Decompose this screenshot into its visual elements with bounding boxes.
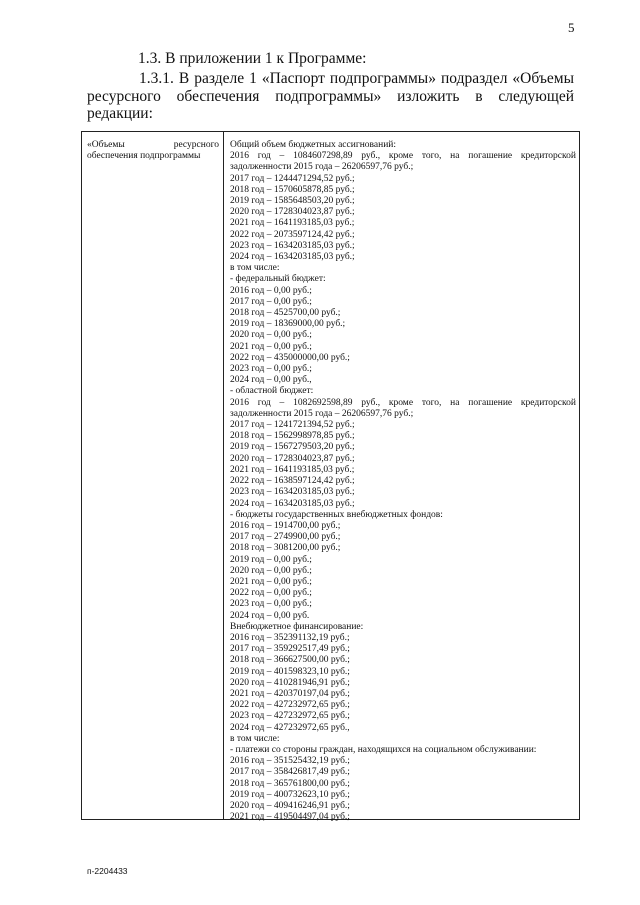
budget-line: 2024 год – 0,00 руб.: [230, 610, 310, 621]
budget-line: 2017 год – 359292517,49 руб.;: [230, 644, 350, 655]
page-number: 5: [568, 20, 575, 35]
budget-line: - платежи со стороны граждан, находящихся на социальном обслуживании:: [230, 744, 537, 755]
budget-line: 2019 год – 18369000,00 руб.;: [230, 319, 346, 330]
budget-line: 2022 год – 0,00 руб.;: [230, 588, 312, 599]
budget-line: 2024 год – 0,00 руб.,: [230, 375, 312, 386]
section-heading: 1.3. В приложении 1 к Программе:: [138, 50, 367, 67]
budget-line: 2017 год – 1241721394,52 руб.;: [230, 420, 355, 431]
budget-line: 2024 год – 427232972,65 руб.,: [230, 722, 350, 733]
budget-line: 2021 год – 0,00 руб.;: [230, 576, 312, 587]
footer-code: п-2204433: [87, 866, 128, 876]
budget-line: 2024 год – 1634203185,03 руб.;: [230, 498, 355, 509]
budget-line: - федеральный бюджет:: [230, 274, 326, 285]
budget-line: 2018 год – 3081200,00 руб.;: [230, 543, 341, 554]
budget-line: 2019 год – 1585648503,20 руб.;: [230, 196, 355, 207]
budget-line: 2016 год – 0,00 руб.;: [230, 285, 312, 296]
budget-line: 2016 год – 1084607298,89 руб., кроме того, на погашение кредиторской задолженности 2015 года – 26206597,76 руб.;: [230, 151, 576, 173]
budget-line: 2016 год – 351525432,19 руб.;: [230, 756, 350, 767]
budget-line: - областной бюджет:: [230, 386, 314, 397]
budget-line: 2018 год – 365761800,00 руб.;: [230, 778, 350, 789]
budget-line: 2019 год – 401598323,10 руб.;: [230, 666, 350, 677]
budget-line: 2021 год – 1641193185,03 руб.;: [230, 218, 355, 229]
budget-line: 2021 год – 419504497,04 руб.;: [230, 812, 350, 823]
budget-line: 2017 год – 0,00 руб.;: [230, 296, 312, 307]
budget-line: 2017 год – 358426817,49 руб.;: [230, 767, 350, 778]
budget-line: 2023 год – 1634203185,03 руб.;: [230, 487, 355, 498]
budget-line: 2020 год – 0,00 руб.;: [230, 330, 312, 341]
left-cell-line: «Объемы ресурсного: [87, 140, 219, 150]
budget-line: 2020 год – 409416246,91 руб.;: [230, 800, 350, 811]
budget-line: Общий объем бюджетных ассигнований:: [230, 140, 397, 150]
budget-line: 2022 год – 435000000,00 руб.;: [230, 352, 350, 363]
budget-line: - бюджеты государственных внебюджетных фондов:: [230, 509, 443, 520]
budget-line: 2022 год – 1638597124,42 руб.;: [230, 476, 355, 487]
table-column-divider: [223, 131, 224, 820]
budget-line: 2016 год – 1914700,00 руб.;: [230, 520, 341, 531]
budget-line: 2017 год – 1244471294,52 руб.;: [230, 173, 355, 184]
budget-line: 2023 год – 0,00 руб.;: [230, 599, 312, 610]
budget-line: 2016 год – 1082692598,89 руб., кроме того, на погашение кредиторской задолженности 2015 года – 26206597,76 руб.;: [230, 397, 576, 419]
budget-line: в том числе:: [230, 733, 280, 744]
table-right-cell: [230, 140, 576, 823]
budget-line: 2021 год – 0,00 руб.;: [230, 341, 312, 352]
budget-line: 2019 год – 400732623,10 руб.;: [230, 789, 350, 800]
budget-line: 2021 год – 420370197,04 руб.;: [230, 688, 350, 699]
budget-line: в том числе:: [230, 263, 280, 274]
budget-line: 2020 год – 410281946,91 руб.;: [230, 677, 350, 688]
budget-line: 2016 год – 352391132,19 руб.;: [230, 632, 350, 643]
budget-line: 2019 год – 1567279503,20 руб.;: [230, 442, 355, 453]
budget-line: 2021 год – 1641193185,03 руб.;: [230, 464, 355, 475]
budget-line: 2023 год – 0,00 руб.;: [230, 364, 312, 375]
budget-line: 2018 год – 1570605878,85 руб.;: [230, 184, 355, 195]
budget-line: 2020 год – 1728304023,87 руб.;: [230, 453, 355, 464]
budget-line: 2018 год – 4525700,00 руб.;: [230, 308, 341, 319]
budget-line: 2024 год – 1634203185,03 руб.;: [230, 252, 355, 263]
left-cell-line: обеспечения подпрограммы: [87, 151, 201, 161]
budget-line: 2022 год – 2073597124,42 руб.;: [230, 229, 355, 240]
budget-line: 2019 год – 0,00 руб.;: [230, 554, 312, 565]
budget-line: 2023 год – 1634203185,03 руб.;: [230, 240, 355, 251]
budget-line: 2023 год – 427232972,65 руб.;: [230, 711, 350, 722]
budget-line: Внебюджетное финансирование:: [230, 621, 364, 632]
budget-line: 2018 год – 366627500,00 руб.;: [230, 655, 350, 666]
budget-line: 2018 год – 1562998978,85 руб.;: [230, 431, 355, 442]
budget-line: 2017 год – 2749900,00 руб.;: [230, 532, 341, 543]
intro-paragraph: 1.3.1. В разделе 1 «Паспорт подпрограммы» подраздел «Объемы ресурсного обеспечения подпрограммы» изложить в следующей редакции:: [87, 70, 574, 122]
budget-line: 2022 год – 427232972,65 руб.;: [230, 700, 350, 711]
budget-line: 2020 год – 0,00 руб.;: [230, 565, 312, 576]
budget-line: 2020 год – 1728304023,87 руб.;: [230, 207, 355, 218]
table-left-cell: [87, 140, 219, 162]
